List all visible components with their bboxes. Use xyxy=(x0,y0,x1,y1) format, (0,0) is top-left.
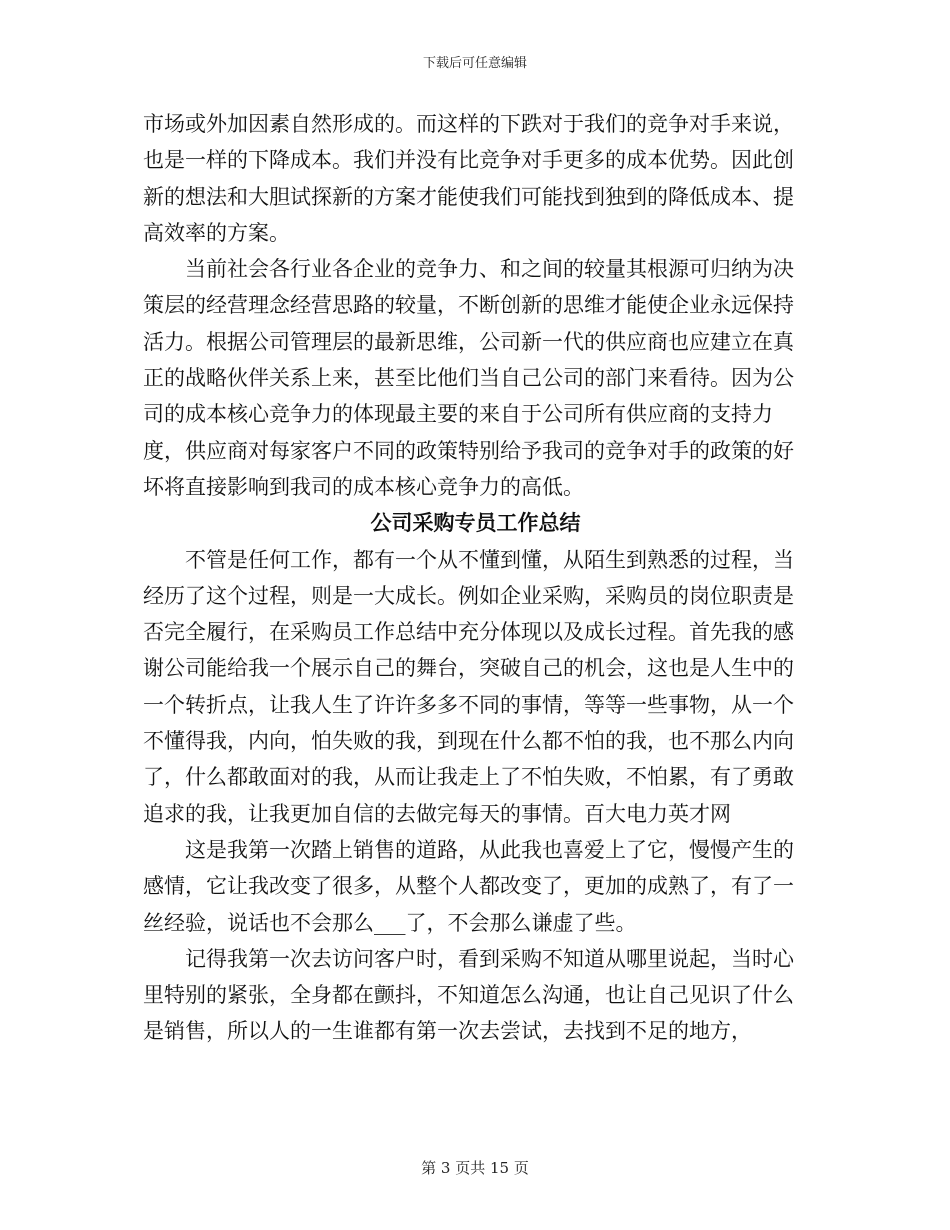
page-footer: 第 3 页共 15 页 xyxy=(421,1159,529,1177)
page-header: 下载后可任意编辑 xyxy=(422,56,527,71)
section-paragraph-2: 这是我第一次踏上销售的道路，从此我也喜爱上了它，慢慢产生的感情，它让我改变了很多，从整个人都改变了，更加的成熟了，有了一丝经验，说话也不会那么___了，不会那么谦虚了些。 xyxy=(143,837,794,935)
section-paragraph-3: 记得我第一次去访问客户时，看到采购不知道从哪里说起，当时心里特别的紧张，全身都在颤抖，不知道怎么沟通，也让自己见识了什么是销售，所以人的一生谁都有第一次去尝试，去找到不足的地方， xyxy=(143,946,794,1044)
section-title: 公司采购专员工作总结 xyxy=(370,511,581,536)
paragraph-1: 市场或外加因素自然形成的。而这样的下跌对于我们的竞争对手来说，也是一样的下降成本。我们并没有比竞争对手更多的成本优势。因此创新的想法和大胆试探新的方案才能使我们可能找到独到的降低成本、提高效率的方案。 xyxy=(143,112,794,245)
document-body xyxy=(143,106,808,1050)
paragraph-2: 当前社会各行业各企业的竞争力、和之间的较量其根源可归纳为决策层的经营理念经营思路的较量，不断创新的思维才能使企业永远保持活力。根据公司管理层的最新思维，公司新一代的供应商也应建立在真正的战略伙伴关系上来，甚至比他们当自己公司的部门来看待。因为公司的成本核心竞争力的体现最主要的来自于公司所有供应商的支持力度，供应商对每家客户不同的政策特别给予我司的竞争对手的政策的好坏将直接影响到我司的成本核心竞争力的高低。 xyxy=(143,257,794,499)
section-paragraph-1: 不管是任何工作，都有一个从不懂到懂，从陌生到熟悉的过程，当经历了这个过程，则是一大成长。例如企业采购，采购员的岗位职责是否完全履行，在采购员工作总结中充分体现以及成长过程。首先我的感谢公司能给我一个展示自己的舞台，突破自己的机会，这也是人生中的一个转折点，让我人生了许许多多不同的事情，等等一些事物，从一个不懂得我，内向，怕失败的我，到现在什么都不怕的我，也不那么内向了，什么都敢面对的我，从而让我走上了不怕失败，不怕累，有了勇敢追求的我，让我更加自信的去做完每天的事情。百大电力英才网 xyxy=(143,547,794,826)
